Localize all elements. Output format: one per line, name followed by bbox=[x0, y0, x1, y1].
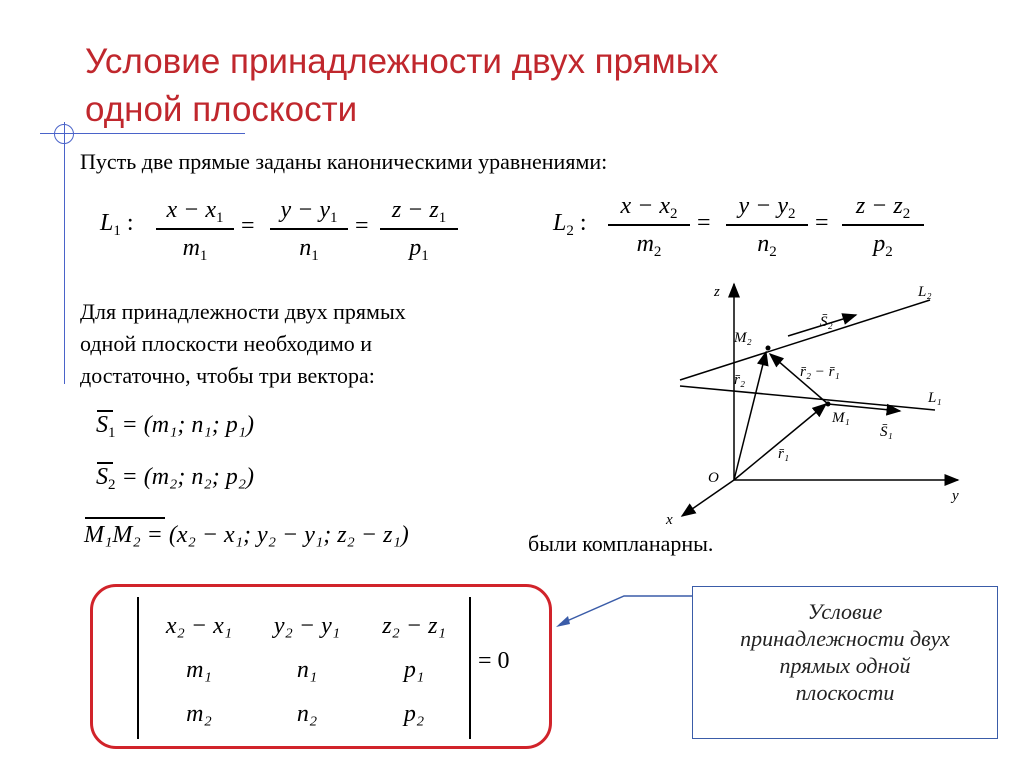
vector-s1 bbox=[96, 412, 254, 442]
intro-text: Пусть две прямые заданы каноническими уравнениями: bbox=[80, 149, 608, 174]
vector-s1-sub: 1 bbox=[108, 425, 116, 441]
determinant-equals-zero: = 0 bbox=[478, 648, 510, 674]
condition-line-2: одной плоскости необходимо и bbox=[80, 331, 373, 356]
determinant-row bbox=[145, 692, 467, 736]
fraction-bar bbox=[156, 228, 234, 230]
note-line-3: прямых одной bbox=[779, 653, 911, 678]
vector-s1-overline bbox=[97, 410, 113, 412]
condition-line-1: Для принадлежности двух прямых bbox=[80, 299, 406, 324]
vector-s2 bbox=[96, 464, 254, 494]
line2-colon: : bbox=[579, 210, 587, 236]
point-m1 bbox=[826, 402, 831, 407]
label-m1: M₁ bbox=[832, 410, 850, 426]
line2-label-letter: L bbox=[553, 210, 567, 236]
determinant-cell: n₂ bbox=[296, 700, 318, 727]
fraction-numerator: z − z bbox=[855, 193, 903, 219]
fraction-bar bbox=[608, 224, 690, 226]
note-line-1: Условие bbox=[807, 599, 883, 624]
vector-s1-components: = (m₁; n₁; p₁) bbox=[121, 412, 255, 438]
line2-fraction-x bbox=[608, 190, 690, 260]
label-s1: S̄₁ bbox=[880, 424, 893, 440]
label-r2-minus-r1: r̄₂ − r̄₁ bbox=[800, 364, 840, 380]
line1-fraction-y bbox=[270, 194, 348, 264]
vector-s2-components: = (m₂; n₂; p₂) bbox=[121, 464, 255, 490]
label-r1: r̄₁ bbox=[778, 446, 790, 462]
label-x: x bbox=[666, 512, 673, 528]
denominator-sub: 2 bbox=[653, 243, 662, 260]
line1-equals-1: = bbox=[241, 213, 255, 239]
determinant-cell: p₁ bbox=[403, 656, 425, 683]
fraction-bar bbox=[270, 228, 348, 230]
determinant-cell: p₂ bbox=[403, 700, 425, 727]
denominator-sub: 2 bbox=[769, 243, 777, 260]
vector-r1-arrow bbox=[734, 404, 826, 480]
vector-m1m2 bbox=[84, 522, 409, 549]
vector-m1m2-name: M₁M₂ bbox=[84, 522, 141, 548]
line1-label-sub: 1 bbox=[113, 223, 121, 239]
line1-label bbox=[100, 210, 134, 240]
determinant-cell: z₂ − z₁ bbox=[382, 612, 446, 639]
numerator-sub: 1 bbox=[330, 210, 338, 226]
line1-colon: : bbox=[126, 210, 134, 236]
line1-label-letter: L bbox=[100, 210, 114, 236]
label-m2: M₂ bbox=[734, 330, 752, 346]
line2-label bbox=[553, 210, 587, 240]
line2-equals-2: = bbox=[815, 210, 829, 236]
fraction-denominator: m bbox=[636, 230, 654, 257]
label-y: y bbox=[952, 488, 959, 504]
fraction-denominator: n bbox=[299, 234, 312, 261]
numerator-sub: 1 bbox=[438, 210, 447, 226]
fraction-bar bbox=[380, 228, 458, 230]
denominator-sub: 1 bbox=[421, 247, 429, 264]
vector-s2-name: S bbox=[96, 464, 108, 490]
denominator-sub: 1 bbox=[199, 247, 208, 264]
note-box bbox=[692, 586, 998, 739]
determinant-cell: n₁ bbox=[296, 656, 318, 683]
vector-s2-overline bbox=[97, 462, 113, 464]
fraction-denominator: p bbox=[409, 234, 422, 261]
numerator-sub: 2 bbox=[902, 206, 911, 222]
point-m2 bbox=[766, 346, 771, 351]
determinant-cell: y₂ − y₁ bbox=[273, 612, 341, 639]
numerator-sub: 2 bbox=[788, 206, 796, 222]
note-line-2: принадлежности двух bbox=[740, 626, 950, 651]
slide-title bbox=[85, 38, 985, 134]
label-s2: S̄₂ bbox=[820, 314, 833, 330]
fraction-bar bbox=[726, 224, 808, 226]
line2-fraction-y bbox=[726, 190, 808, 260]
numerator-sub: 2 bbox=[670, 206, 678, 222]
determinant-cell: x₂ − x₁ bbox=[165, 612, 233, 639]
determinant-left-bar bbox=[137, 597, 139, 739]
fraction-numerator: y − y bbox=[280, 197, 330, 223]
fraction-denominator: m bbox=[182, 234, 200, 261]
determinant-row bbox=[145, 648, 467, 692]
vector-m1m2-components: = (x₂ − x₁; y₂ − y₁; z₂ − z₁) bbox=[146, 522, 409, 548]
determinant-cell: m₂ bbox=[186, 700, 212, 727]
vector-s1-name: S bbox=[96, 412, 108, 438]
title-line-2: одной плоскости bbox=[85, 90, 358, 129]
line2-label-sub: 2 bbox=[566, 223, 574, 239]
line2-fraction-z bbox=[842, 190, 924, 260]
fraction-denominator: p bbox=[873, 230, 886, 257]
line1-equals-2: = bbox=[355, 213, 369, 239]
determinant-grid bbox=[145, 604, 467, 736]
determinant-row bbox=[145, 604, 467, 648]
fraction-numerator: x − x bbox=[166, 197, 216, 223]
label-l1: L₁ bbox=[928, 390, 942, 406]
label-r2: r̄₂ bbox=[734, 372, 746, 388]
denominator-sub: 2 bbox=[885, 243, 893, 260]
line1-fraction-z bbox=[380, 194, 458, 264]
line2-equals-1: = bbox=[697, 210, 711, 236]
label-l2: L₂ bbox=[918, 284, 932, 300]
denominator-sub: 1 bbox=[311, 247, 319, 264]
vector-s2-sub: 2 bbox=[108, 477, 116, 493]
fraction-bar bbox=[842, 224, 924, 226]
lines-diagram bbox=[660, 272, 985, 530]
label-origin: O bbox=[708, 470, 719, 486]
decor-circle-icon bbox=[54, 124, 74, 144]
coplanar-text: были компланарны. bbox=[528, 531, 714, 556]
line-l1 bbox=[680, 386, 935, 410]
note-line-4: плоскости bbox=[795, 680, 895, 705]
label-z: z bbox=[714, 284, 720, 300]
title-line-1: Условие принадлежности двух прямых bbox=[85, 42, 719, 81]
vector-m1m2-overline bbox=[85, 517, 165, 519]
fraction-denominator: n bbox=[757, 230, 770, 257]
fraction-numerator: z − z bbox=[391, 197, 439, 223]
line1-fraction-x bbox=[156, 194, 234, 264]
callout-arrow-icon bbox=[550, 590, 695, 630]
determinant-cell: m₁ bbox=[186, 656, 212, 683]
determinant-right-bar bbox=[469, 597, 471, 739]
condition-text bbox=[80, 296, 406, 392]
condition-line-3: достаточно, чтобы три вектора: bbox=[80, 363, 375, 388]
decor-vertical-line bbox=[64, 122, 65, 384]
numerator-sub: 1 bbox=[216, 210, 224, 226]
fraction-numerator: y − y bbox=[738, 193, 788, 219]
fraction-numerator: x − x bbox=[620, 193, 670, 219]
